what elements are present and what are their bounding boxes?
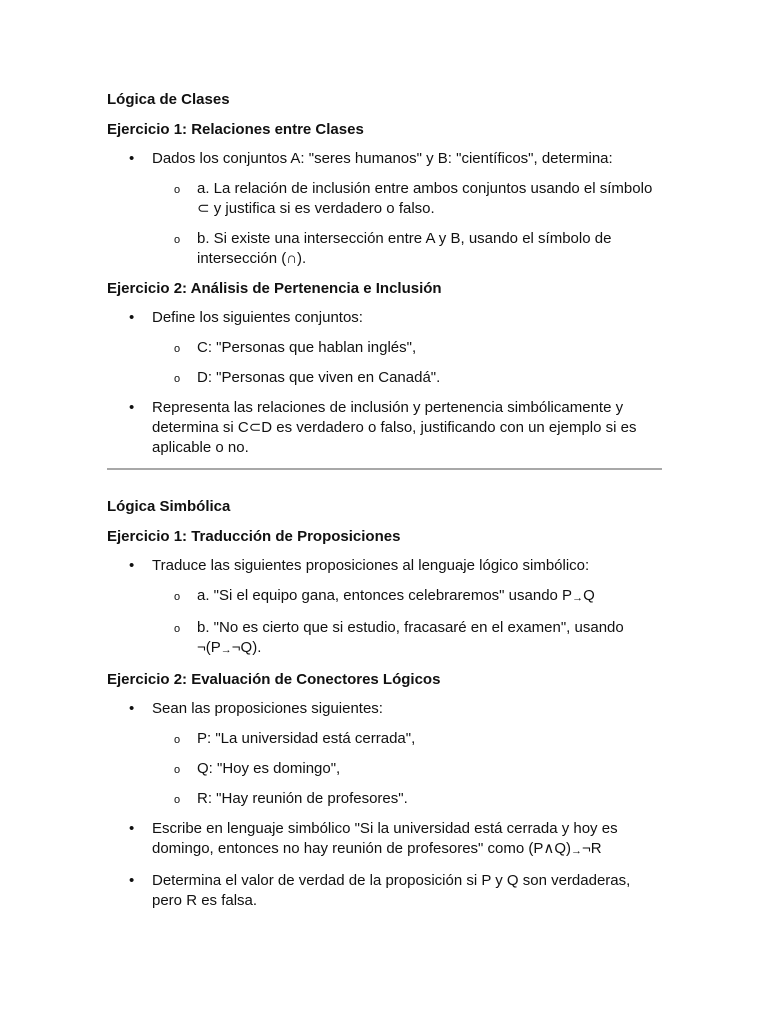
exercise-list [107,149,662,269]
circle-bullet-icon: o [174,591,181,603]
sub-list-item [152,618,662,660]
bullet-icon: • [129,872,135,889]
list-item-text: Determina el valor de verdad de la proposición si P y Q son verdaderas, pero R es falsa. [152,872,631,909]
sub-list-item-text: R: "Hay reunión de profesores". [197,790,408,807]
bullet-icon: • [129,399,135,416]
circle-bullet-icon: o [174,623,181,635]
list-item [107,398,662,458]
sub-list-item [152,179,662,219]
circle-bullet-icon: o [174,343,181,355]
circle-bullet-icon: o [174,764,181,776]
sub-list-item [152,338,662,358]
sub-list-item-text [197,619,624,656]
exercise-list [107,556,662,660]
sub-list-item [152,368,662,388]
arrow-icon: → [220,644,232,656]
list-item [107,819,662,861]
sub-list [152,586,662,660]
sub-text-part: a. "Si el equipo gana, entonces celebraremos" usando P [197,587,573,604]
circle-bullet-icon: o [174,184,181,196]
circle-bullet-icon: o [174,234,181,246]
list-item [107,149,662,269]
sub-list-item-text [197,587,595,604]
exercise-list [107,308,662,458]
circle-bullet-icon: o [174,734,181,746]
list-item [107,871,662,911]
sub-list-item [152,789,662,809]
circle-bullet-icon: o [174,794,181,806]
sub-list-item [152,586,662,608]
bullet-icon: • [129,150,135,167]
exercise-list [107,699,662,911]
circle-bullet-icon: o [174,373,181,385]
item-text-part: ¬R [582,840,602,857]
list-item-text: Define los siguientes conjuntos: [152,309,363,326]
sub-list-item-text: b. Si existe una intersección entre A y B, usando el símbolo de intersección (∩). [197,230,612,267]
horizontal-divider [107,468,662,470]
sub-text-part: b. "No es cierto que si estudio, fracasaré en el examen", usando ¬(P [197,619,624,656]
exercise-title-pertenencia: Ejercicio 2: Análisis de Pertenencia e Inclusión [107,280,442,297]
list-item-text: Traduce las siguientes proposiciones al lenguaje lógico simbólico: [152,557,590,574]
sub-list-item-text: a. La relación de inclusión entre ambos conjuntos usando el símbolo ⊂ y justifica si es verdadero o falso. [197,180,653,217]
sub-text-part: ¬Q). [231,639,262,656]
list-item-text: Representa las relaciones de inclusión y pertenencia simbólicamente y determina si C⊂D es verdadero o falso, justificando con un ejemplo si es aplicable o no. [152,399,637,456]
bullet-icon: • [129,557,135,574]
list-item [107,556,662,660]
sub-list [152,338,662,388]
list-item [107,308,662,388]
sub-list-item-text: P: "La universidad está cerrada", [197,730,416,747]
list-item-text [152,820,618,857]
sub-list-item [152,729,662,749]
list-item-text: Dados los conjuntos A: "seres humanos" y B: "científicos", determina: [152,150,613,167]
exercise-title-relaciones: Ejercicio 1: Relaciones entre Clases [107,121,364,138]
exercise-title-conectores: Ejercicio 2: Evaluación de Conectores Lógicos [107,671,441,688]
sub-text-part: Q [583,587,595,604]
exercise-title-traduccion: Ejercicio 1: Traducción de Proposiciones [107,528,401,545]
sub-list-item-text: D: "Personas que viven en Canadá". [197,369,441,386]
list-item [107,699,662,809]
section-title-logica-clases: Lógica de Clases [107,91,230,108]
sub-list-item [152,229,662,269]
sub-list-item [152,759,662,779]
section-title-logica-simbolica: Lógica Simbólica [107,498,231,515]
list-item-text: Sean las proposiciones siguientes: [152,700,383,717]
arrow-icon: → [572,592,584,604]
sub-list [152,729,662,809]
arrow-icon: → [571,845,583,857]
document-page [107,90,662,921]
bullet-icon: • [129,309,135,326]
item-text-part: Escribe en lenguaje simbólico "Si la universidad está cerrada y hoy es domingo, entonces no hay reunión de profesores" como (P∧Q) [152,820,618,857]
sub-list-item-text: Q: "Hoy es domingo", [197,760,341,777]
sub-list-item-text: C: "Personas que hablan inglés", [197,339,417,356]
bullet-icon: • [129,700,135,717]
sub-list [152,179,662,269]
bullet-icon: • [129,820,135,837]
